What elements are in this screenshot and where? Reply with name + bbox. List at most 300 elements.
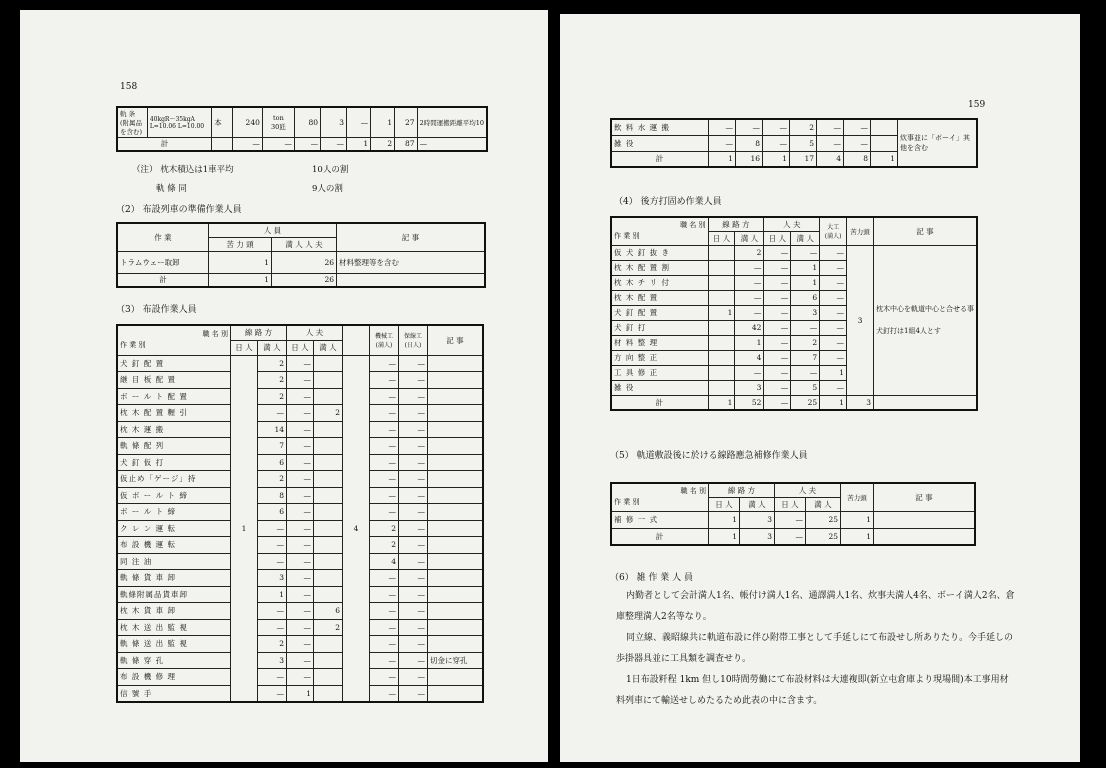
row-remark (428, 471, 484, 488)
table-row (117, 652, 483, 669)
cell: 1 (871, 151, 898, 167)
cell: — (844, 135, 871, 151)
row-remark (874, 528, 976, 545)
header-kuriki: 苦力頭 (847, 217, 874, 245)
cell: 2 (370, 520, 399, 537)
cell: — (399, 619, 428, 636)
cell: 3 (258, 652, 287, 669)
cell: — (287, 520, 314, 537)
cell: — (287, 471, 314, 488)
cell: — (287, 504, 314, 521)
row-remark (428, 586, 484, 603)
row-label: 方 向 整 正 (611, 350, 708, 365)
row-label: 軌條附属品貨車卸 (117, 586, 231, 603)
cell: — (399, 553, 428, 570)
table-row (117, 471, 483, 488)
row-label: ク レ ン 運 転 (117, 520, 231, 537)
table-row (611, 528, 975, 545)
row-remark (874, 511, 976, 528)
cell: 3 (740, 511, 775, 528)
header-category (117, 325, 231, 355)
row-label: 仮 ボ ー ル ト 締 (117, 487, 231, 504)
cell: — (763, 135, 790, 151)
cell: — (370, 421, 399, 438)
cell: — (764, 290, 791, 305)
cell: 80 (294, 107, 320, 137)
row-label: 犬 釘 配 置 (117, 355, 231, 372)
cell: 2 (258, 372, 287, 389)
cell: — (399, 438, 428, 455)
row-label: 軌 条 (附属品を含む) (117, 107, 147, 137)
cell: — (370, 619, 399, 636)
cell: 1 (287, 685, 314, 702)
table-row (117, 388, 483, 405)
cell: 3 (735, 380, 764, 395)
cell: — (820, 380, 847, 395)
cell: 26 (272, 273, 337, 287)
cell: 3 (740, 528, 775, 545)
cell: — (764, 380, 791, 395)
cell: — (258, 619, 287, 636)
cell: 1 (371, 107, 395, 137)
cell: 3 (847, 395, 874, 410)
cell (262, 107, 294, 137)
cell: — (399, 487, 428, 504)
header-ninpu: 人 夫 (775, 483, 841, 497)
cell (314, 372, 343, 389)
row-label: 材 料 整 理 (611, 335, 708, 350)
merged-count: 1 (231, 355, 258, 702)
row-remark (428, 619, 484, 636)
cell: 2 (258, 471, 287, 488)
row-label: 補 修 一 式 (611, 511, 709, 528)
header-ni: 日 人 (709, 497, 740, 511)
cell: — (764, 305, 791, 320)
cell: 1 (708, 395, 735, 410)
cell (708, 320, 735, 335)
cell: — (287, 636, 314, 653)
cell: 8 (844, 151, 871, 167)
cell: — (370, 372, 399, 389)
cell: — (764, 245, 791, 260)
section-5-title: （5） 軌道敷設後に於ける線路應急補修作業人員 (610, 451, 808, 461)
row-remark (428, 388, 484, 405)
cell: 4 (370, 553, 399, 570)
row-remark (874, 245, 978, 395)
cell: — (399, 405, 428, 422)
row-remark (428, 570, 484, 587)
paragraph: 1日布設粁程 1km 但し10時間勞働にて布設材料は大連複即(新立屯倉庫より現場間)本工事用材料列車にて輸送せしめたるため此表の中に含ます。 (616, 675, 1009, 706)
cell (314, 438, 343, 455)
cell: 1 (708, 305, 735, 320)
cell (343, 325, 370, 355)
cell: — (370, 471, 399, 488)
cell: — (321, 137, 347, 151)
row-label: 信 號 手 (117, 685, 231, 702)
cell: 25 (791, 395, 820, 410)
cell: 27 (395, 107, 417, 137)
section-5-body (611, 511, 975, 545)
cell: — (735, 305, 764, 320)
header-man: 満 人 (258, 340, 287, 355)
cell: 1 (735, 335, 764, 350)
cell: 1 (209, 273, 272, 287)
cell: — (370, 603, 399, 620)
table-row (117, 537, 483, 554)
cell: — (764, 335, 791, 350)
row-remark (428, 454, 484, 471)
cell: 42 (735, 320, 764, 335)
section-4-table (610, 216, 978, 411)
header-shoku: 職 名 別 (680, 487, 706, 496)
section-6-body (616, 586, 1016, 712)
cell (314, 355, 343, 372)
cell: 14 (258, 421, 287, 438)
row-label: 布 設 機 修 理 (117, 669, 231, 686)
cell: 6 (258, 504, 287, 521)
table-row (117, 487, 483, 504)
cell: 5 (790, 135, 817, 151)
cell: — (399, 603, 428, 620)
row-remark (428, 636, 484, 653)
cell: — (258, 405, 287, 422)
section-6-title: （6） 雑 作 業 人 員 (610, 573, 694, 583)
cell: — (287, 669, 314, 686)
cell: — (399, 454, 428, 471)
cell: 1 (763, 151, 790, 167)
cell: 4 (817, 151, 844, 167)
cell: — (258, 669, 287, 686)
table-header-row (611, 217, 977, 231)
cell (314, 636, 343, 653)
cell (314, 520, 343, 537)
cell: 8 (736, 135, 763, 151)
cell: 6 (314, 603, 343, 620)
header-remark: 記 事 (874, 217, 978, 245)
row-remark (428, 553, 484, 570)
row-label: 犬 釘 配 置 (611, 305, 708, 320)
row-label: 飲 料 水 運 搬 (611, 119, 709, 135)
cell: 7 (791, 350, 820, 365)
cell: — (417, 137, 487, 151)
row-label: 雑 役 (611, 135, 709, 151)
cell: 2 (258, 355, 287, 372)
cell: 2 (790, 119, 817, 135)
cell: 2 (258, 636, 287, 653)
cell: — (287, 372, 314, 389)
row-label: 軌 條 送 出 監 視 (117, 636, 231, 653)
cell: — (820, 305, 847, 320)
section-4-body (611, 245, 977, 410)
cell (314, 669, 343, 686)
cell: — (399, 471, 428, 488)
cell: — (735, 275, 764, 290)
cell: 25 (806, 528, 841, 545)
table-row (117, 421, 483, 438)
cell (314, 586, 343, 603)
cell: — (399, 685, 428, 702)
cell: 1 (209, 251, 272, 273)
cell: 2 (258, 388, 287, 405)
header-ni: 日 人 (708, 231, 735, 245)
cell: — (764, 260, 791, 275)
cell: — (370, 652, 399, 669)
row-remark (428, 685, 484, 702)
note-value: 10人の割 (312, 165, 349, 175)
table-row (117, 520, 483, 537)
row-label: 同 注 油 (117, 553, 231, 570)
cell: — (399, 586, 428, 603)
row-label: 仮止め「ゲージ」持 (117, 471, 231, 488)
cell: — (294, 137, 320, 151)
cell: — (287, 652, 314, 669)
table-row (117, 603, 483, 620)
cell: — (287, 388, 314, 405)
row-label: 計 (611, 395, 708, 410)
cell: — (820, 320, 847, 335)
cell (314, 487, 343, 504)
cell: 1 (347, 137, 371, 151)
cell: 6 (791, 290, 820, 305)
cell: 1 (709, 151, 736, 167)
cell: — (764, 275, 791, 290)
row-label: 軌 條 配 列 (117, 438, 231, 455)
cell: トラムウェー取卸 (117, 251, 209, 273)
header-senro: 線 路 方 (709, 483, 775, 497)
cell: — (287, 487, 314, 504)
cell: — (791, 365, 820, 380)
cell (212, 137, 232, 151)
cell (708, 260, 735, 275)
cell: — (399, 636, 428, 653)
row-label: ボ ー ル ト 締 (117, 504, 231, 521)
section-3-body (117, 355, 483, 702)
row-remark (428, 504, 484, 521)
cell: — (399, 652, 428, 669)
table-row (117, 438, 483, 455)
row-label: 仮 犬 釘 抜 き (611, 245, 708, 260)
cell: — (820, 260, 847, 275)
cell: — (370, 487, 399, 504)
cell: — (820, 350, 847, 365)
cell (871, 119, 898, 135)
cell (708, 380, 735, 395)
row-label: 犬 釘 打 (611, 320, 708, 335)
cell (708, 245, 735, 260)
cell: — (370, 355, 399, 372)
cell: — (399, 520, 428, 537)
section-4-title: （4） 後方打固め作業人員 (614, 197, 722, 207)
cell: 52 (735, 395, 764, 410)
cell: 3 (791, 305, 820, 320)
note-label: 軌 條 同 (156, 184, 187, 194)
cell: — (370, 636, 399, 653)
row-label: 枕 木 貨 車 卸 (117, 603, 231, 620)
cell: — (370, 405, 399, 422)
row-label: 枕 木 運 搬 (117, 421, 231, 438)
header-ni: 日 人 (287, 340, 314, 355)
row-remark (428, 421, 484, 438)
cell: 1 (820, 365, 847, 380)
header-labor: 苦 力 頭 (209, 237, 272, 251)
row-label: 枕 木 チ リ 付 (611, 275, 708, 290)
row-remark (428, 603, 484, 620)
header-daiku: 大工 (満人) (820, 217, 847, 245)
header-ninpu: 人 夫 (287, 325, 343, 340)
cell: 8 (258, 487, 287, 504)
cell: 1 (258, 586, 287, 603)
table-row (117, 405, 483, 422)
row-label: 継 目 板 配 置 (117, 372, 231, 389)
cell: — (399, 388, 428, 405)
cell (314, 388, 343, 405)
cell: — (399, 504, 428, 521)
cell: 2 (371, 137, 395, 151)
row-remark: 炊事並に「ボーイ」其他を含む (898, 119, 978, 167)
cell-value: 30瓩 (271, 122, 286, 131)
table-row (611, 511, 975, 528)
merged-count: 4 (343, 355, 370, 702)
table-row (117, 570, 483, 587)
cell: — (736, 119, 763, 135)
cell: — (399, 372, 428, 389)
cell: — (820, 290, 847, 305)
cell: 1 (820, 395, 847, 410)
cell: — (399, 421, 428, 438)
header-sagyo: 作 業 別 (614, 232, 640, 241)
table-header-row (117, 223, 485, 237)
cell: — (287, 619, 314, 636)
row-label: 計 (117, 137, 212, 151)
cell: — (709, 135, 736, 151)
cell: — (370, 454, 399, 471)
row-spec: 40kgR～35kgA L=10.06 L=10.00 (147, 107, 211, 137)
row-label: 布 設 機 運 転 (117, 537, 231, 554)
cell (314, 570, 343, 587)
row-label: 軌 條 貨 車 卸 (117, 570, 231, 587)
header-man: 満 人 (740, 497, 775, 511)
cell: — (764, 320, 791, 335)
table-row (117, 685, 483, 702)
cell (708, 350, 735, 365)
cell: — (370, 438, 399, 455)
header-senro: 線 路 方 (231, 325, 287, 340)
header-crew: 満 人 人 夫 (272, 237, 337, 251)
cell: — (399, 570, 428, 587)
cell: — (370, 570, 399, 587)
cell: 1 (709, 528, 740, 545)
row-remark (428, 537, 484, 554)
cell (871, 135, 898, 151)
header-shoku: 職 名 別 (202, 330, 228, 339)
header-category (611, 217, 708, 245)
row-remark (428, 669, 484, 686)
cell: 2 (735, 245, 764, 260)
section-3-title: （3） 布設作業人員 (116, 305, 197, 315)
cell (314, 454, 343, 471)
cell: — (820, 275, 847, 290)
row-remark (428, 405, 484, 422)
cell (314, 553, 343, 570)
table-row (117, 355, 483, 372)
cell: — (347, 107, 371, 137)
cell: — (287, 405, 314, 422)
row-label: 工 具 修 正 (611, 365, 708, 380)
row-label: 犬 釘 仮 打 (117, 454, 231, 471)
table-row (117, 636, 483, 653)
header-ni: 日 人 (231, 340, 258, 355)
paragraph: 内勤者として会計満人1名、帳付け満人1名、通譯満人1名、炊事夫満人4名、ボーイ満人2名、倉庫整理満人2名等なり。 (616, 591, 1015, 622)
cell (337, 273, 486, 287)
page-number-right: 159 (968, 100, 986, 110)
header-ni: 日 人 (764, 231, 791, 245)
row-remark: 2時間運搬距離平均10 (417, 107, 487, 137)
cell: — (287, 438, 314, 455)
row-label: 枕 木 配 置 割 (611, 260, 708, 275)
cell (314, 537, 343, 554)
cell: — (370, 388, 399, 405)
header-man: 満 人 (735, 231, 764, 245)
cell: — (287, 537, 314, 554)
cell: 16 (736, 151, 763, 167)
table-header-row (117, 325, 483, 340)
cell: — (764, 395, 791, 410)
cell: — (735, 365, 764, 380)
cell (708, 335, 735, 350)
note-label: （注） 枕木積込は1車平均 (132, 165, 234, 175)
header-remark: 記 事 (428, 325, 484, 355)
cell: 26 (272, 251, 337, 273)
cell: 17 (790, 151, 817, 167)
table-row (117, 137, 487, 151)
cell: — (287, 570, 314, 587)
header-shoku: 職 名 別 (680, 221, 706, 230)
table-header-row (611, 483, 975, 497)
cell: — (370, 586, 399, 603)
header-hosen: 保線工 (日人) (399, 325, 428, 355)
header-man: 満 人 (806, 497, 841, 511)
right-top-table (610, 118, 978, 168)
cell: — (370, 685, 399, 702)
cell: 25 (806, 511, 841, 528)
cell: 2 (314, 405, 343, 422)
cell: — (258, 603, 287, 620)
row-unit: 本 (212, 107, 232, 137)
right-page (560, 14, 1080, 762)
cell (708, 290, 735, 305)
cell: 240 (232, 107, 262, 137)
cell: 4 (735, 350, 764, 365)
cell: — (287, 553, 314, 570)
cell: — (764, 365, 791, 380)
cell: 1 (841, 528, 874, 545)
cell: — (258, 520, 287, 537)
top-materials-table (116, 106, 488, 152)
cell: 6 (258, 454, 287, 471)
row-remark (428, 487, 484, 504)
table-row (117, 586, 483, 603)
header-kuriki: 苦力頭 (841, 483, 874, 511)
header-man: 満 人 (314, 340, 343, 355)
cell: — (287, 586, 314, 603)
header-staff: 人 員 (209, 223, 337, 237)
header-man: 満 人 (791, 231, 820, 245)
cell: — (287, 603, 314, 620)
note-value: 9人の割 (312, 184, 343, 194)
page-number-left: 158 (120, 82, 138, 92)
cell: — (775, 511, 806, 528)
header-remark: 記 事 (337, 223, 486, 251)
